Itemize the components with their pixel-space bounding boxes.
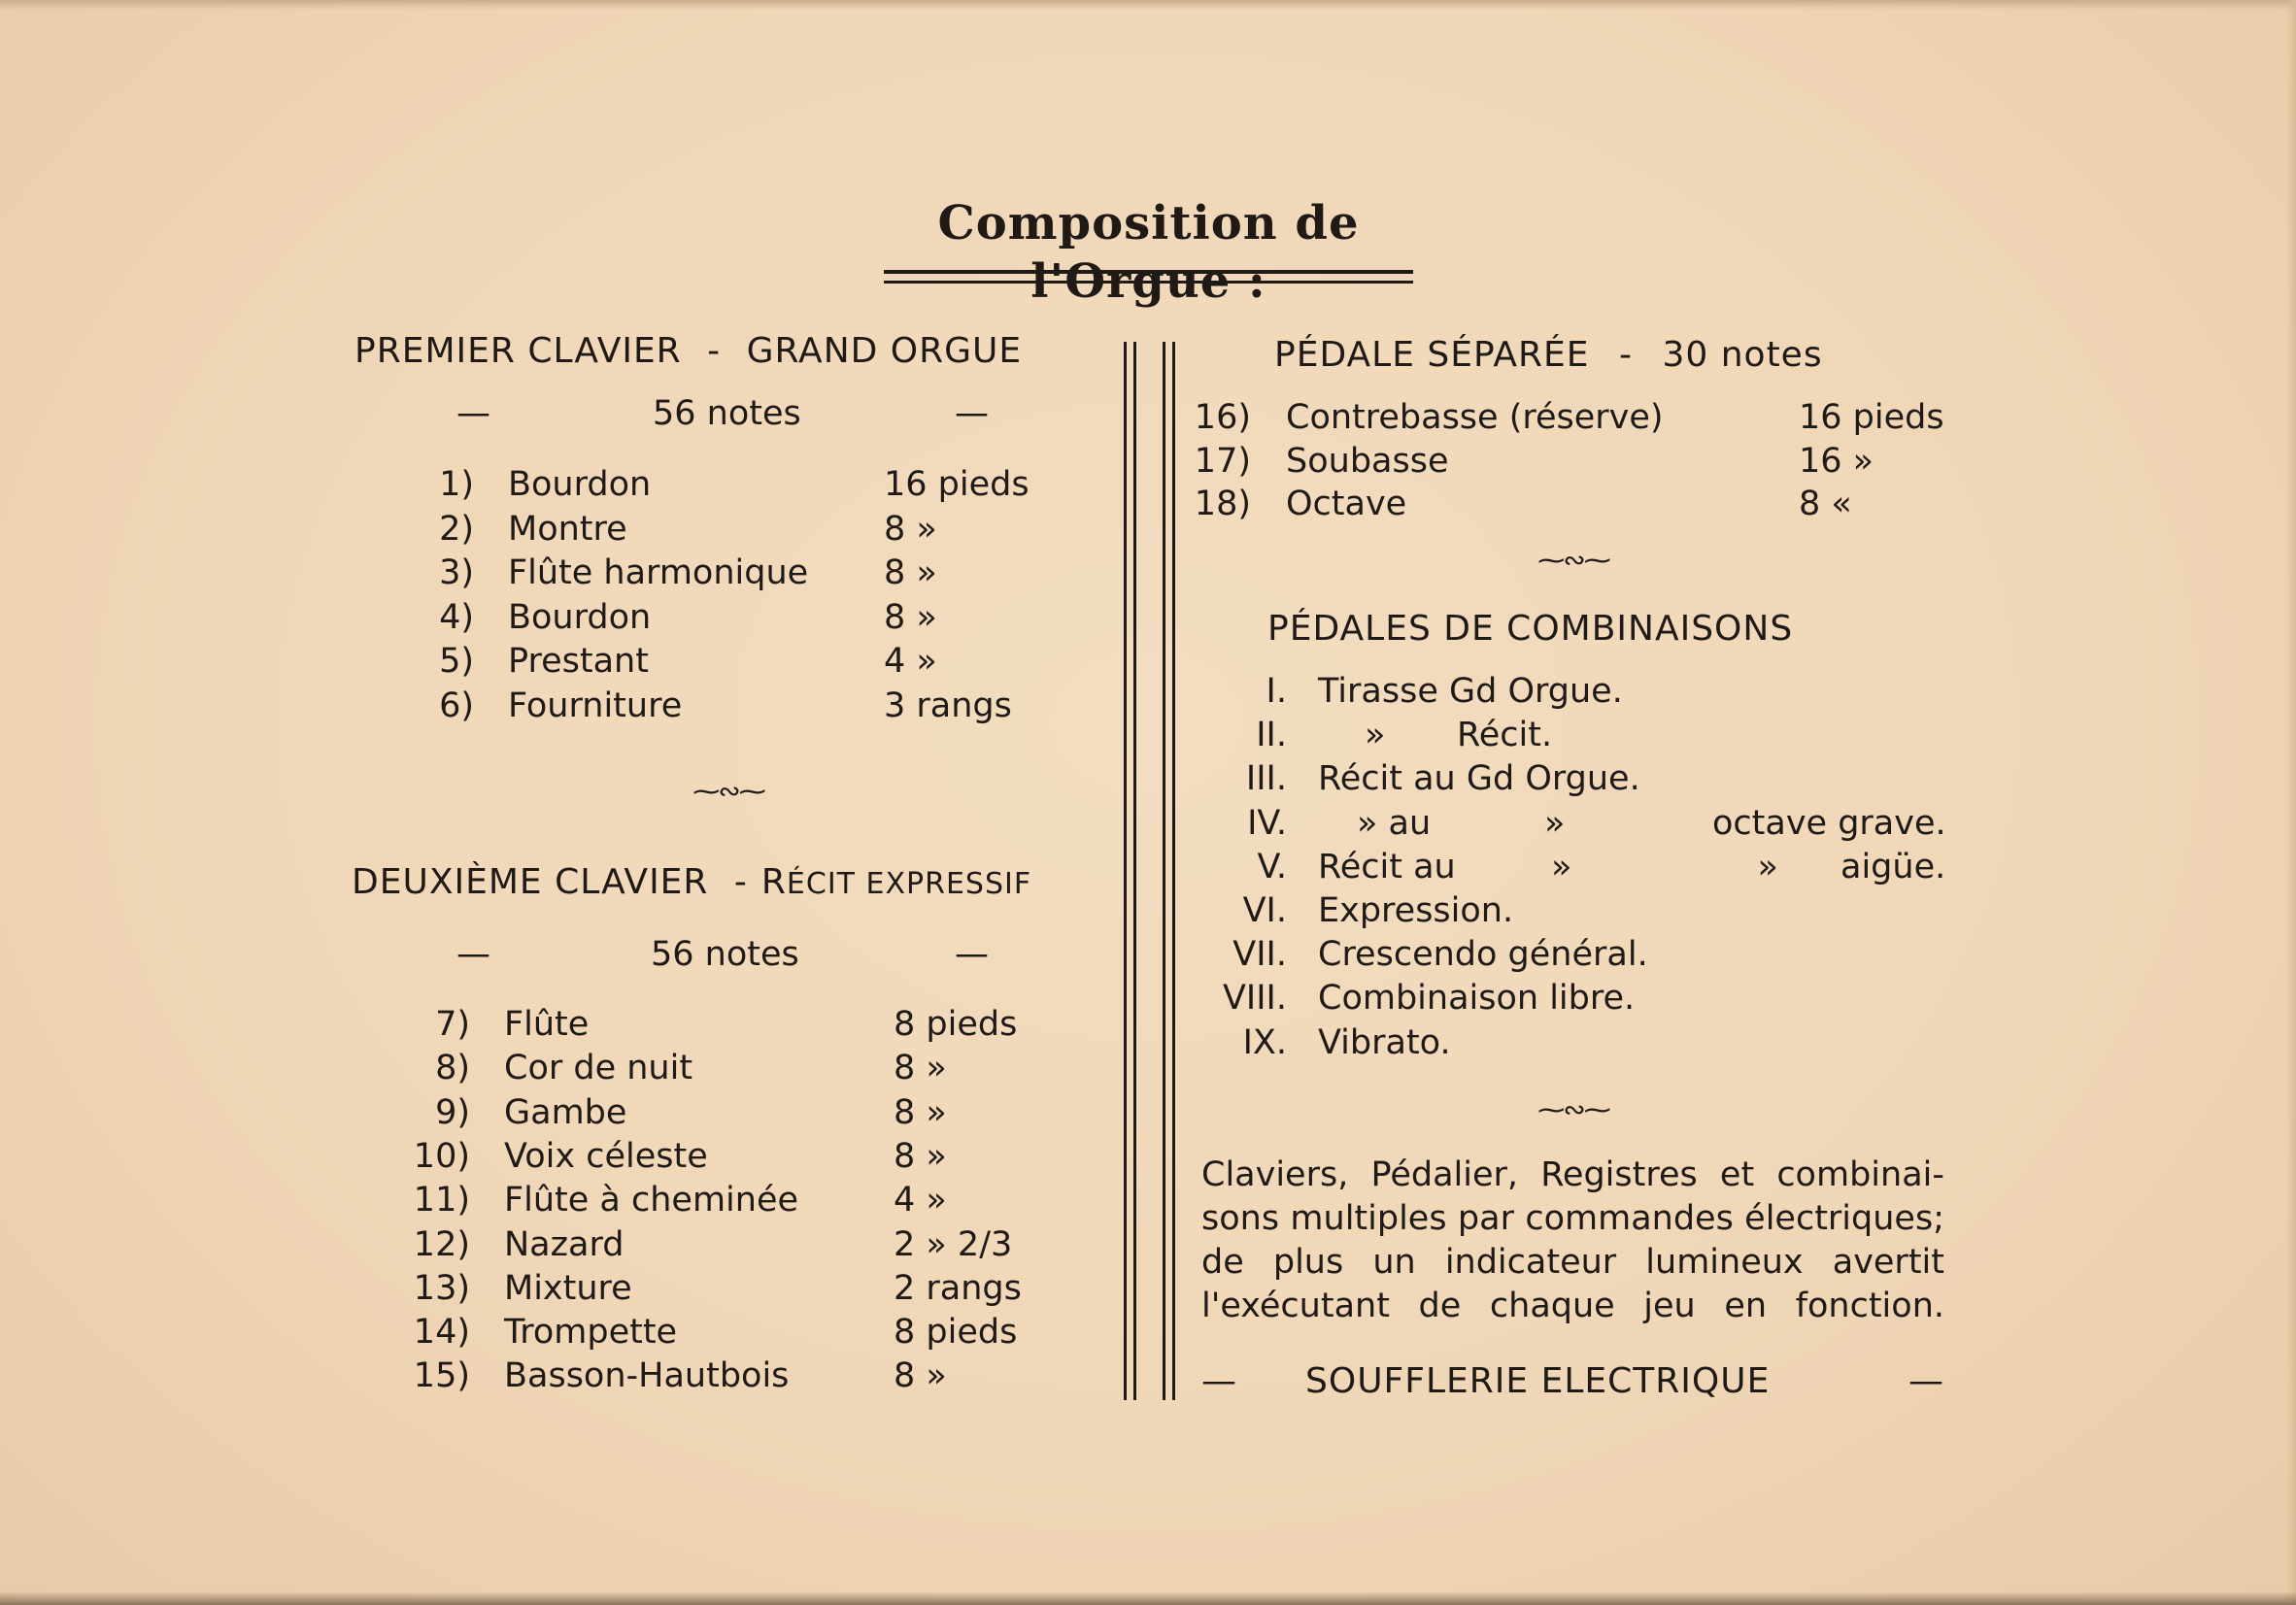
pedale-heading-a: PÉDALE SÉPARÉE [1274,335,1590,375]
ornament-divider: ⁓∾⁓ [692,775,764,807]
stop-name: Bourdon [508,597,652,637]
recit-notes-left: — [456,935,490,974]
grand-orgue-notes-right: — [955,394,989,433]
stop-number: 4) [439,597,474,637]
combinaison-text: Récit au Gd Orgue. [1318,759,1640,799]
combinaison-number: V. [1257,847,1287,886]
stop-name: Basson-Hautbois [504,1356,790,1396]
footer-dash-left: — [1201,1361,1237,1401]
combinaison-number: VIII. [1222,979,1287,1019]
grand-orgue-notes: 56 notes [653,394,801,433]
combinaisons-heading: PÉDALES DE COMBINAISONS [1267,609,1794,649]
combinaison-text: Expression. [1318,891,1514,930]
stop-name: Octave [1286,485,1407,523]
combinaison-text-end: aigüe. [1840,847,1946,886]
combinaison-text-end: octave grave. [1712,803,1946,843]
stop-number: 9) [435,1092,470,1132]
recit-heading-smallcaps: ÉCIT EXPRESSIF [786,867,1032,901]
stop-number: 7) [435,1005,470,1044]
stop-size: 8 » [884,509,937,549]
stop-number: 18) [1194,485,1251,523]
stop-size: 4 » [884,642,937,681]
recit-notes-right: — [955,935,989,974]
combinaison-text: Vibrato. [1318,1022,1451,1062]
pedale-heading-dash: - [1619,335,1634,375]
stop-name: Soubasse [1286,441,1449,481]
stop-size: 8 « [1799,485,1852,523]
paragraph-line: Claviers, Pédalier, Registres et combinai- [1201,1155,1944,1194]
recit-heading-initial: R [760,862,787,902]
combinaison-text: » au [1357,803,1432,843]
stop-size: 2 rangs [894,1268,1022,1308]
stop-number: 6) [439,685,474,725]
stop-size: 4 » [894,1181,947,1220]
combinaison-text: Crescendo général. [1318,935,1648,975]
combinaison-number: IX. [1242,1022,1287,1062]
stop-size: 16 pieds [1799,398,1944,437]
grand-orgue-heading-dash: - [707,331,722,371]
combinaison-number: II. [1256,716,1287,755]
paragraph-line: sons multiples par commandes électriques; [1201,1199,1944,1238]
grand-orgue-heading [355,330,1022,373]
paper-edge-right [2286,0,2296,1605]
stop-name: Flûte à cheminée [504,1181,799,1220]
stop-size: 8 » [894,1136,947,1176]
stop-size: 2 » 2/3 [894,1224,1013,1264]
stop-number: 10) [413,1136,470,1176]
stop-name: Prestant [508,642,649,681]
stop-name: Cor de nuit [504,1049,693,1088]
combinaison-number: I. [1266,672,1287,711]
stop-name: Contrebasse (réserve) [1286,398,1664,437]
stop-number: 15) [413,1356,470,1396]
stop-size: 16 » [1799,441,1874,481]
combinaison-text: » [1365,716,1386,755]
stop-name: Gambe [504,1092,627,1132]
stop-size: 8 » [894,1049,947,1088]
stop-number: 3) [439,553,474,592]
combinaison-text-mid: Récit. [1457,716,1553,755]
stop-name: Bourdon [508,465,652,504]
stop-name: Nazard [504,1224,625,1264]
combinaison-text-mid: » » [1551,847,1778,886]
stop-number: 13) [413,1268,470,1308]
combinaison-number: VI. [1242,891,1287,930]
ornament-divider: ⁓∾⁓ [1537,544,1609,576]
stop-number: 5) [439,642,474,681]
stop-number: 8) [435,1049,470,1088]
stop-size: 8 » [894,1092,947,1132]
stop-number: 12) [413,1224,470,1264]
stop-number: 2) [439,509,474,549]
grand-orgue-notes-left: — [456,394,490,433]
paragraph-line: de plus un indicateur lumineux avertit [1201,1243,1944,1282]
stop-number: 17) [1194,441,1251,481]
combinaison-number: III. [1245,759,1287,799]
stop-size: 8 » [884,597,937,637]
stop-size: 16 pieds [884,465,1030,504]
combinaison-text-mid: » [1544,803,1566,843]
paper-edge-bottom [0,1591,2296,1605]
description-paragraph [1201,1154,1944,1328]
stop-number: 1) [439,465,474,504]
combinaison-number: VII. [1232,935,1287,975]
stop-number: 14) [413,1313,470,1353]
footer-dash-right: — [1908,1361,1944,1401]
stop-name: Voix céleste [504,1136,708,1176]
combinaison-text: Combinaison libre. [1318,979,1636,1019]
stop-size: 3 rangs [884,685,1012,725]
column-divider-line [1133,342,1136,1400]
combinaison-text: Tirasse Gd Orgue. [1318,672,1623,711]
stop-size: 8 pieds [894,1313,1018,1353]
pedale-heading-b: 30 notes [1662,335,1823,375]
stop-name: Flûte [504,1005,590,1044]
footer-soufflerie: SOUFFLERIE ELECTRIQUE [1305,1361,1771,1401]
paper-edge-top [0,0,2296,10]
combinaison-text: Récit au [1318,847,1456,886]
stop-name: Fourniture [508,685,683,725]
stop-size: 8 » [894,1356,947,1396]
stop-name: Montre [508,509,627,549]
grand-orgue-heading-a: PREMIER CLAVIER [355,331,682,371]
stop-number: 11) [413,1181,470,1220]
stop-number: 16) [1194,398,1251,437]
title-double-rule [884,270,1413,284]
recit-heading-a: DEUXIÈME CLAVIER [352,862,709,902]
paragraph-line: l'exécutant de chaque jeu en fonction. [1201,1287,1944,1325]
grand-orgue-heading-b: GRAND ORGUE [746,331,1023,371]
recit-notes: 56 notes [651,935,799,974]
stop-name: Trompette [504,1313,678,1353]
ornament-divider: ⁓∾⁓ [1537,1093,1609,1125]
page-title: Composition de l'Orgue : [937,196,1360,309]
stop-size: 8 pieds [894,1005,1018,1044]
pedale-heading [1274,334,1823,377]
recit-heading-dash: - [733,862,748,902]
recit-heading [352,861,1031,906]
stop-name: Flûte harmonique [508,553,809,592]
column-divider-line [1124,342,1127,1400]
stop-size: 8 » [884,553,937,592]
stop-name: Mixture [504,1268,632,1308]
combinaison-number: IV. [1247,803,1287,843]
